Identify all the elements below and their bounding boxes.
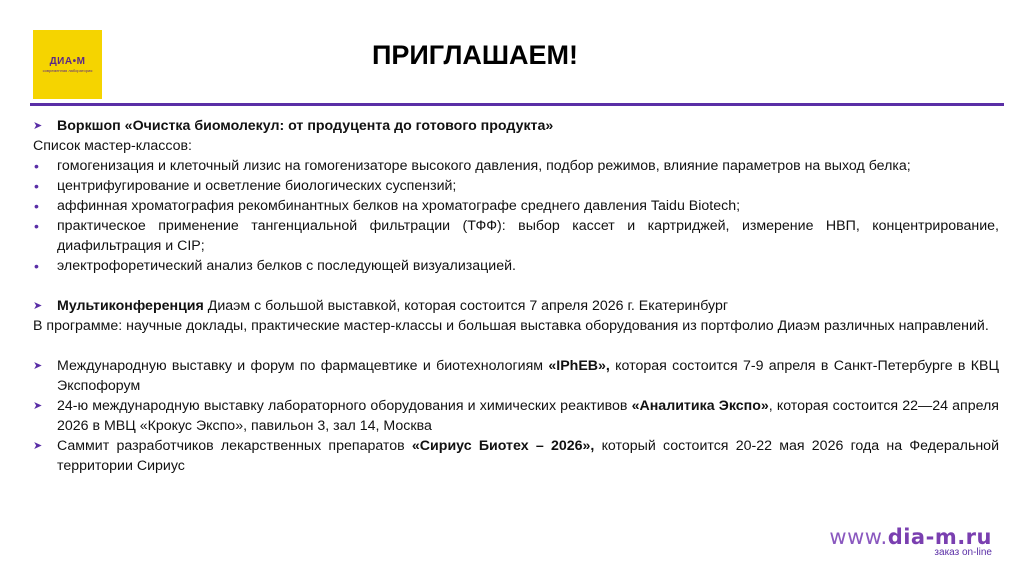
event-item: ➤ 24-ю международную выставку лабораторного оборудования и химических реактивов «Аналитика Экспо», которая состоится 22—24 апреля 2026 в МВЦ «Крокус Экспо», павильон 3, зал 14, Москва: [33, 398, 999, 434]
website-link[interactable]: [829, 525, 992, 558]
arrowhead-icon: ➤: [33, 120, 43, 132]
list-item: • центрифугирование и осветление биологических суспензий;: [34, 178, 457, 194]
list-item: • гомогенизация и клеточный лизис на гомогенизаторе высокого давления, подбор режимов, влияние параметров на выход белка;: [34, 158, 911, 174]
site-order-label: заказ on-line: [934, 547, 992, 558]
site-www: www.: [829, 525, 888, 549]
page-title: ПРИГЛАШАЕМ!: [371, 40, 579, 70]
list-item: • практическое применение тангенциальной фильтрации (ТФФ): выбор кассет и картриджей, измерение НВП, концентрирование, диафильтрация и CIP;: [34, 218, 999, 254]
arrowhead-icon: ➤: [33, 440, 43, 452]
arrowhead-icon: ➤: [33, 400, 43, 412]
divider: [30, 103, 1004, 106]
bullet-icon: •: [34, 218, 39, 234]
event-item: ➤ Саммит разработчиков лекарственных препаратов «Сириус Биотех – 2026», который состоится 20-22 мая 2026 года на Федеральной территории Сириус: [33, 438, 999, 474]
bullet-icon: •: [34, 158, 39, 174]
bullet-icon: •: [34, 258, 39, 274]
main-content: [33, 116, 999, 476]
list-label: Список мастер-классов:: [33, 138, 192, 154]
site-domain: dia-m.ru: [887, 525, 992, 549]
workshop-heading: Воркшоп «Очистка биомолекул: от продуцента до готового продукта»: [57, 118, 554, 134]
multiconf-row: [33, 296, 999, 316]
event-item: ➤ Международную выставку и форум по фармацевтике и биотехнологиям «IPhEB», которая состоится 7-9 апреля в Санкт-Петербурге в КВЦ Экспофорум: [33, 358, 1000, 394]
multiconf-title: Мультиконференция: [57, 298, 204, 314]
workshop-heading-row: [33, 116, 999, 136]
logo-tagline: современная лаборатория: [42, 68, 93, 73]
multiconf-text: Диаэм с большой выставкой, которая состоится 7 апреля 2026 г. Екатеринбург: [203, 298, 729, 314]
arrowhead-icon: ➤: [33, 300, 43, 312]
multiconf-program: В программе: научные доклады, практические мастер-классы и большая выставка оборудования из портфолио Диаэм различных направлений.: [33, 318, 989, 334]
list-item: • аффинная хроматография рекомбинантных белков на хроматографе среднего давления Taidu Biotech;: [34, 198, 741, 214]
logo-brand: ДИА•М: [49, 56, 86, 67]
bullet-icon: •: [34, 178, 39, 194]
bullet-icon: •: [34, 198, 39, 214]
arrowhead-icon: ➤: [33, 360, 43, 372]
list-item: • электрофоретический анализ белков с последующей визуализацией.: [34, 258, 516, 274]
